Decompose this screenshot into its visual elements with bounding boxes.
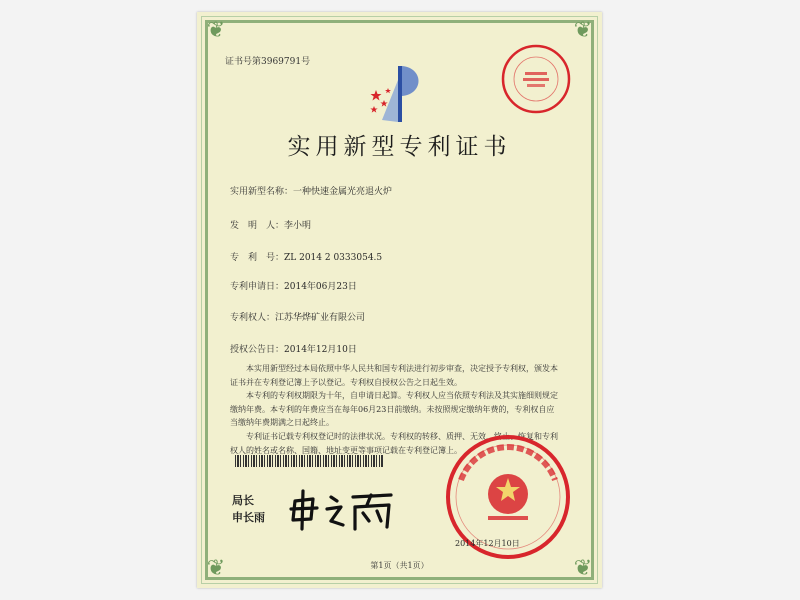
field-value: 2014年06月23日 — [284, 282, 357, 292]
field-value: 一种快速金属光亮退火炉 — [293, 187, 393, 197]
barcode-icon — [235, 455, 383, 467]
field-label: 专利申请日： — [230, 282, 285, 292]
body-paragraph: 专利证书记载专利权登记时的法律状况。专利权的转移、质押、无效、终止、恢复和专利权人的姓名或名称、国籍、地址变更等事项记载在专利登记簿上。 — [230, 432, 558, 455]
body-paragraph: 本专利的专利权期限为十年，自申请日起算。专利权人应当依照专利法及其实施细则规定缴纳年费。本专利的年费应当在每年06月23日前缴纳。未按照规定缴纳年费的，专利权自应当缴纳年费期满之日起终止。 — [230, 391, 558, 427]
corner-ornament-icon: ❦ — [573, 18, 593, 43]
field-label: 专 利 号： — [230, 253, 285, 263]
field-label: 专利权人： — [230, 313, 276, 323]
inventor-row — [230, 218, 311, 231]
field-label: 发 明 人： — [230, 221, 285, 231]
corner-ornament-icon: ❦ — [206, 556, 226, 581]
utility-model-name-row — [230, 184, 392, 197]
patent-certificate — [197, 12, 602, 588]
application-date-row — [230, 279, 357, 292]
grant-date-row — [230, 342, 357, 355]
director-name-label: 申长雨 — [232, 511, 265, 524]
body-paragraph: 本实用新型经过本局依照中华人民共和国专利法进行初步审查，决定授予专利权，颁发本证书并在专利登记簿上予以登记。专利权自授权公告之日起生效。 — [230, 364, 558, 387]
field-label: 实用新型名称： — [230, 187, 294, 197]
corner-ornament-icon: ❦ — [573, 556, 593, 581]
field-value: 李小明 — [284, 221, 312, 231]
field-value: 江苏华烨矿业有限公司 — [275, 313, 366, 323]
corner-ornament-icon: ❦ — [206, 18, 226, 43]
signature-icon — [287, 487, 407, 533]
seal-date: 2014年12月10日 — [455, 539, 520, 548]
patent-office-logo-icon — [362, 60, 428, 126]
certificate-title: 实用新型专利证书 — [287, 134, 512, 160]
page-number: 第1页（共1页） — [370, 561, 429, 570]
certificate-number: 证书号第3969791号 — [225, 57, 311, 67]
field-value: ZL 2014 2 0333054.5 — [284, 253, 383, 263]
field-value: 2014年12月10日 — [284, 345, 357, 355]
director-label: 局长 — [232, 494, 254, 507]
patentee-row — [230, 310, 365, 323]
small-red-seal-icon — [499, 42, 573, 116]
patent-number-row — [230, 250, 382, 263]
field-label: 授权公告日： — [230, 345, 285, 355]
